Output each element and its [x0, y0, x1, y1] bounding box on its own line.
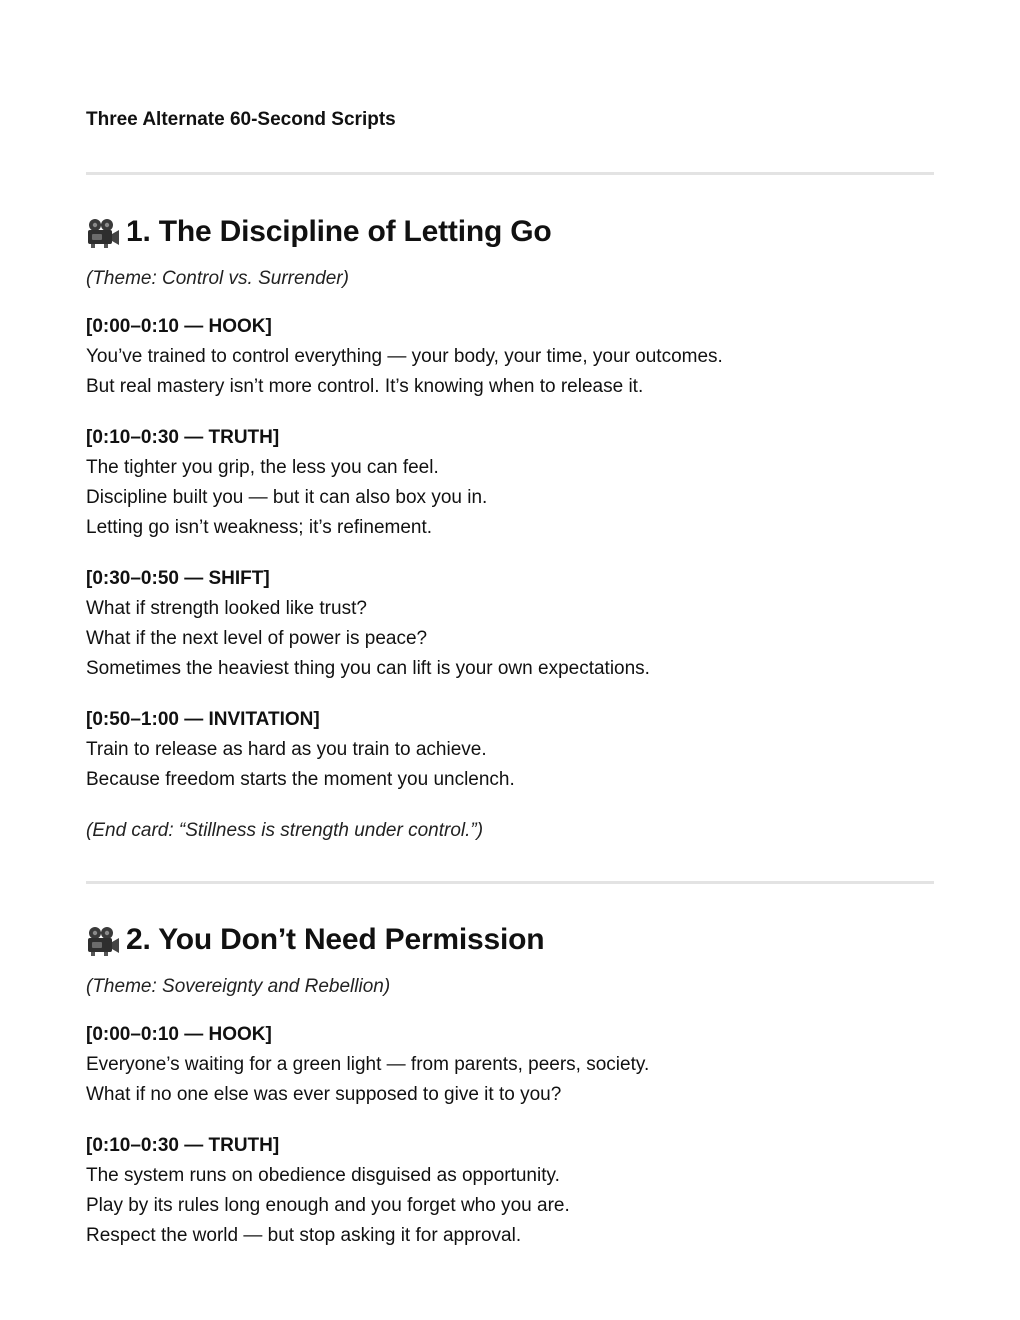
script-line: Sometimes the heaviest thing you can lift is your own expectations.	[86, 658, 650, 679]
script-1	[86, 212, 934, 843]
script-line: The tighter you grip, the less you can feel.	[86, 457, 439, 478]
script-heading-text: 1. The Discipline of Letting Go	[126, 215, 552, 248]
script-line: You’ve trained to control everything — your body, your time, your outcomes.	[86, 346, 723, 367]
end-card-note: (End card: “Stillness is strength under control.”)	[86, 820, 484, 841]
script-line: What if strength looked like trust?	[86, 598, 367, 619]
script-line: What if no one else was ever supposed to give it to you?	[86, 1084, 562, 1105]
script-heading	[86, 920, 934, 960]
section-label: [0:00–0:10 — HOOK]	[86, 1024, 272, 1045]
script-2	[86, 920, 934, 1251]
script-line: What if the next level of power is peace?	[86, 628, 428, 649]
script-section-hook	[86, 315, 934, 402]
divider	[86, 172, 934, 175]
script-line: But real mastery isn’t more control. It’s knowing when to release it.	[86, 376, 644, 397]
script-line: Discipline built you — but it can also box you in.	[86, 487, 488, 508]
movie-camera-icon	[86, 218, 120, 248]
script-section-truth	[86, 426, 934, 543]
script-theme: (Theme: Sovereignty and Rebellion)	[86, 976, 391, 997]
script-section-truth	[86, 1134, 934, 1251]
script-line: Play by its rules long enough and you forget who you are.	[86, 1195, 570, 1216]
script-line: Everyone’s waiting for a green light — from parents, peers, society.	[86, 1054, 650, 1075]
script-heading-text: 2. You Don’t Need Permission	[126, 923, 545, 956]
divider	[86, 881, 934, 884]
movie-camera-icon	[86, 926, 120, 956]
script-section-shift	[86, 567, 934, 684]
script-line: The system runs on obedience disguised as opportunity.	[86, 1165, 560, 1186]
script-section-hook	[86, 1023, 934, 1110]
script-line: Letting go isn’t weakness; it’s refinement.	[86, 517, 433, 538]
section-label: [0:50–1:00 — INVITATION]	[86, 709, 320, 730]
script-line: Respect the world — but stop asking it for approval.	[86, 1225, 522, 1246]
script-line: Train to release as hard as you train to achieve.	[86, 739, 487, 760]
section-label: [0:10–0:30 — TRUTH]	[86, 427, 280, 448]
section-label: [0:10–0:30 — TRUTH]	[86, 1135, 280, 1156]
script-section-invitation	[86, 708, 934, 795]
script-heading	[86, 212, 934, 252]
section-label: [0:00–0:10 — HOOK]	[86, 316, 272, 337]
section-label: [0:30–0:50 — SHIFT]	[86, 568, 270, 589]
document-title: Three Alternate 60-Second Scripts	[86, 109, 396, 130]
script-theme: (Theme: Control vs. Surrender)	[86, 268, 349, 289]
script-line: Because freedom starts the moment you unclench.	[86, 769, 515, 790]
